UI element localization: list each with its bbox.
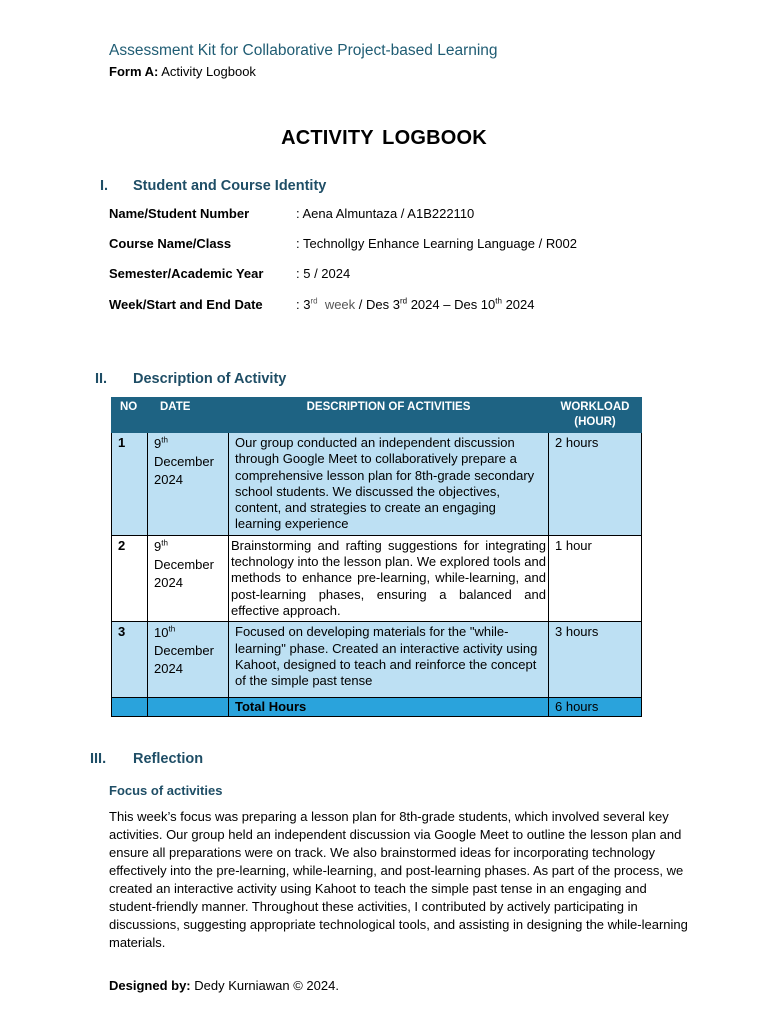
header-description: DESCRIPTION OF ACTIVITIES xyxy=(229,398,549,433)
total-label: Total Hours xyxy=(229,698,549,717)
form-line xyxy=(109,64,256,79)
section-2-title: Description of Activity xyxy=(133,371,287,387)
kit-title: Assessment Kit for Collaborative Project-based Learning xyxy=(109,42,498,59)
row-description: Our group conducted an independent discussion through Google Meet to collaboratively prepare a comprehensive lesson plan for 8th-grade secondary school students. We discussed the objectives, content, and strategies to create an engaging learning experience xyxy=(229,433,549,536)
table-row xyxy=(112,535,642,621)
total-empty-date xyxy=(148,698,229,717)
section-2-number: II. xyxy=(95,371,108,387)
designed-by xyxy=(109,978,339,993)
row-no: 2 xyxy=(112,535,148,621)
table-total-row xyxy=(112,698,642,717)
name-label: Name/Student Number xyxy=(109,206,250,221)
name-value: : Aena Almuntaza / A1B222110 xyxy=(296,206,475,221)
table-header-row xyxy=(112,398,642,433)
week-value: : 3rd week / Des 3rd 2024 – Des 10th 2024 xyxy=(296,296,535,312)
row-workload: 2 hours xyxy=(549,433,642,536)
form-label: Form A: xyxy=(109,64,159,79)
semester-label: Semester/Academic Year xyxy=(109,266,264,281)
row-date: 10th December 2024 xyxy=(148,622,229,698)
document-title: ACTIVITY LOGBOOK xyxy=(281,127,487,149)
row-no: 3 xyxy=(112,622,148,698)
row-description: Focused on developing materials for the "while-learning" phase. Created an interactive activity using Kahoot, designed to teach and reinforce the concept of the simple past tense xyxy=(229,622,549,698)
row-date: 9th December 2024 xyxy=(148,535,229,621)
section-1-title: Student and Course Identity xyxy=(133,178,327,194)
row-workload: 1 hour xyxy=(549,535,642,621)
table-row xyxy=(112,622,642,698)
designed-value: Dedy Kurniawan © 2024. xyxy=(190,978,339,993)
row-no: 1 xyxy=(112,433,148,536)
total-value: 6 hours xyxy=(549,698,642,717)
section-1-number: I. xyxy=(100,178,109,194)
header-no: NO xyxy=(112,398,148,433)
semester-value: : 5 / 2024 xyxy=(296,266,351,281)
week-label: Week/Start and End Date xyxy=(109,297,263,312)
table-row xyxy=(112,433,642,536)
header-date: DATE xyxy=(148,398,229,433)
header-workload: WORKLOAD (HOUR) xyxy=(549,398,642,433)
activity-table xyxy=(111,397,642,717)
section-3-number: III. xyxy=(90,751,107,767)
reflection-body: This week’s focus was preparing a lesson plan for 8th-grade students, which involved several key activities. Our group held an independent discussion via Google Meet to outline the lesson plan and ensure all preparations were on track. We also brainstormed ideas for incorporating technology effectively into the pre-learning, while-learning, and post-learning phases. As part of the process, we created an interactive activity using Kahoot to teach the simple past tense in an engaging and student-friendly manner. Throughout these activities, I contributed by actively participating in discussions, suggesting appropriate technological tools, and assisting in designing the while-learning materials. xyxy=(109,809,688,950)
row-description: Brainstorming and rafting suggestions for integrating technology into the lesson plan. We explored tools and methods to enhance pre-learning, while-learning, and post-learning phases, ensuring a balanced and effective approach. xyxy=(229,535,549,621)
designed-label: Designed by: xyxy=(109,978,191,993)
section-3-title: Reflection xyxy=(133,751,204,767)
focus-heading: Focus of activities xyxy=(109,783,223,798)
course-value: : Technollgy Enhance Learning Language / R002 xyxy=(296,236,577,251)
total-empty-no xyxy=(112,698,148,717)
form-name: Activity Logbook xyxy=(161,64,256,79)
row-date: 9th December 2024 xyxy=(148,433,229,536)
course-label: Course Name/Class xyxy=(109,236,232,251)
row-workload: 3 hours xyxy=(549,622,642,698)
